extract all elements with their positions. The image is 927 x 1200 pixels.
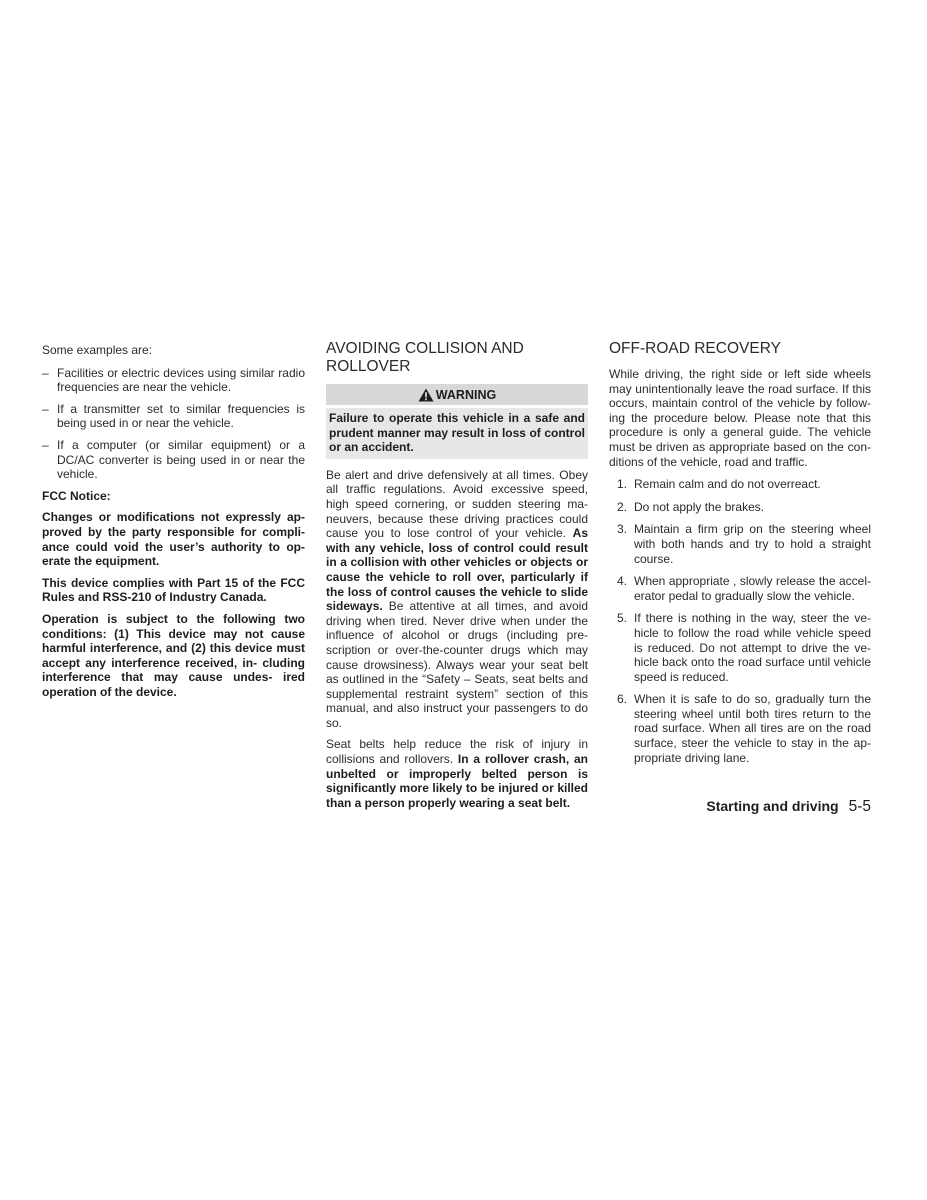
examples-intro: Some examples are: [42, 343, 153, 357]
list-item: – If a transmitter set to similar frequencies is being used in or near the vehicle. [42, 401, 305, 431]
fcc-paragraph-compliance: This device complies with Part 15 of the FCC Rules and RSS-210 of Industry Canada. [42, 575, 305, 605]
step-number: 2. [617, 499, 628, 514]
right-column [609, 340, 871, 773]
seatbelt-paragraph: Seat belts help reduce the risk of injury in collisions and rollovers. In a rollover crash, an unbelted or improperly belted person is significantly more likely to be injured or killed than a person properly wearing a seat belt. [326, 737, 588, 810]
left-column [42, 340, 305, 706]
step-number: 4. [617, 574, 628, 589]
step-number: 5. [617, 611, 628, 626]
section-heading-collision: AVOIDING COLLISION AND ROLLOVER [326, 340, 524, 375]
dash-bullet: – [42, 401, 49, 416]
list-item: – If a computer (or similar equipment) or a DC/AC converter is being used in or near the vehicle. [42, 437, 305, 482]
step-number: 1. [617, 477, 628, 492]
list-item: 1. Remain calm and do not overreact. [617, 477, 821, 492]
examples-list [42, 366, 305, 482]
middle-column [326, 340, 588, 810]
list-item: – Facilities or electric devices using similar radio frequencies are near the vehicle. [42, 365, 305, 395]
page-number: 5-5 [848, 798, 871, 815]
collision-paragraph: Be alert and drive defensively at all times. Obey all traffic regulations. Avoid excessive speed, high speed cornering, or sudden steering ma- neuvers, because these driving practices could cause you to lose control of your vehicle. As with any vehicle, loss of control could result in a collision with other vehicles or objects or cause the vehicle to roll over, particularly if the loss of control causes the vehicle to slide sideways. Be attentive at all times, and avoid driving when tired. Never drive when under the influence of alcohol or drugs (including pre- scription or over-the-counter drugs which may cause drowsiness). Always wear your seat belt as outlined in the “Safety – Seats, seat belts and supplemental restraint system” section of this manual, and also instruct your passengers to do so. [326, 467, 588, 730]
warning-label: WARNING [435, 387, 497, 402]
warning-text: Failure to operate this vehicle in a safe and prudent manner may result in loss of control or an accident. [326, 408, 588, 459]
warning-header [326, 384, 588, 405]
warning-triangle-icon [418, 388, 434, 402]
fcc-paragraph-operation: Operation is subject to the following two conditions: (1) This device may not cause harmful interference, and (2) this device must accept any interference received, in- cluding interference that may cause undes- ired operation of the device. [42, 611, 305, 699]
footer-section-title: Starting and driving [706, 798, 839, 814]
list-item: 2. Do not apply the brakes. [617, 499, 765, 514]
list-item: 4. When appropriate , slowly release the accel- erator pedal to gradually slow the vehicle. [617, 574, 871, 603]
dash-bullet: – [42, 365, 49, 380]
page-footer [706, 798, 871, 816]
fcc-paragraph-changes: Changes or modifications not expressly ap- proved by the party responsible for compli- ance could void the user’s authority to op- erate the equipment. [42, 510, 305, 569]
dash-bullet: – [42, 437, 49, 452]
fcc-notice-heading: FCC Notice: [42, 488, 111, 503]
list-item: 6. When it is safe to do so, gradually turn the steering wheel until both tires return to the road surface. When all tires are on the road surface, steer the vehicle to stay in the ap- propriate driving lane. [617, 692, 871, 765]
section-heading-offroad: OFF-ROAD RECOVERY [609, 340, 781, 357]
step-number: 3. [617, 522, 628, 537]
offroad-intro: While driving, the right side or left side wheels may unintentionally leave the road surface. If this occurs, maintain control of the vehicle by follow- ing the procedure below. Please note that this procedure is only a general guide. The vehicle must be driven as appropriate based on the con- ditions of the vehicle, road and traffic. [609, 367, 871, 469]
list-item: 3. Maintain a firm grip on the steering wheel with both hands and try to hold a straight course. [617, 522, 871, 566]
recovery-steps [609, 477, 871, 765]
step-number: 6. [617, 692, 628, 707]
list-item: 5. If there is nothing in the way, steer the ve- hicle to follow the road while vehicle speed is reduced. Do not attempt to drive the ve- hicle back onto the road surface until vehicle speed is reduced. [617, 611, 871, 684]
warning-box [326, 384, 588, 459]
